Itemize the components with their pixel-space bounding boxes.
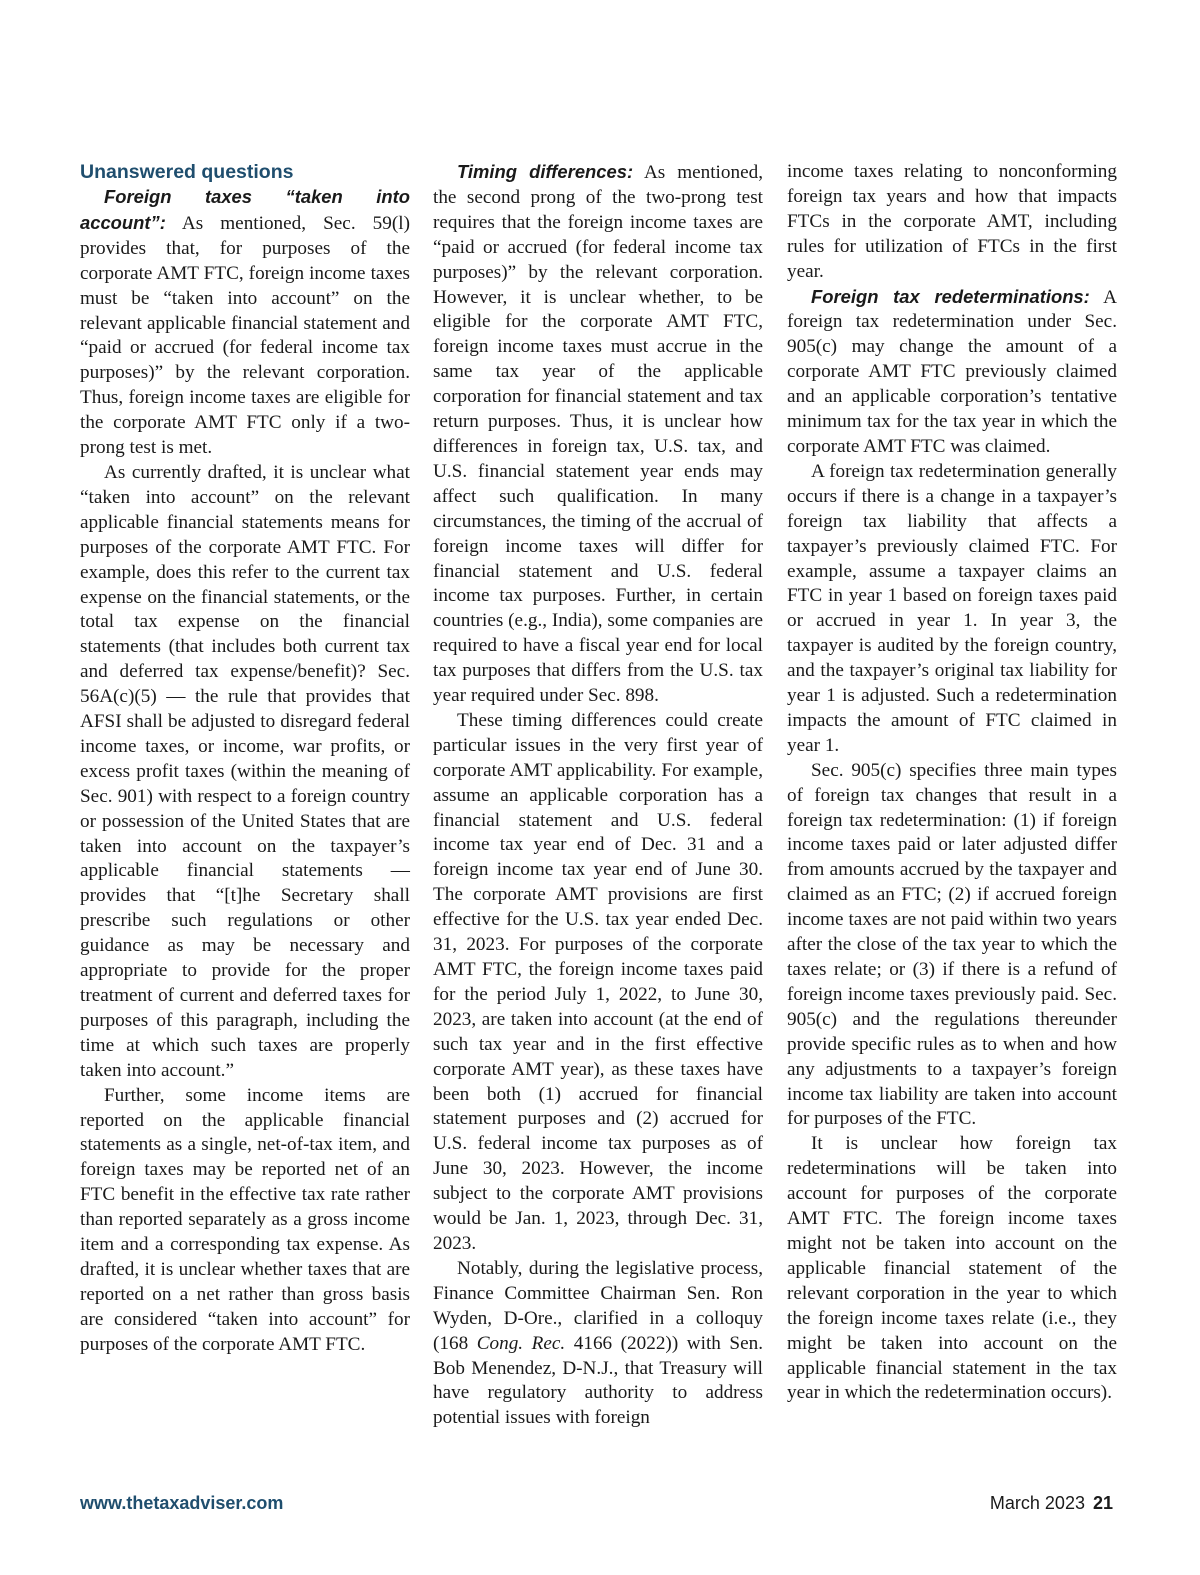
paragraph: [787, 285, 1117, 460]
section-heading: Unanswered questions: [80, 161, 294, 183]
paragraph: [433, 1257, 763, 1431]
paragraph: These timing differences could create particular issues in the very first year of corporate AMT applicability. For example, assume an applicable corporation has a financial statement and U.S. federal income tax year end of Dec. 31 and a foreign income tax year end of June 30. The corporate AMT provisions are first effective for the U.S. tax year ended Dec. 31, 2023. For purposes of the corporate AMT FTC, the foreign income taxes paid for the period July 1, 2022, to June 30, 2023, are taken into account (at the end of such tax year and in the first effective corporate AMT year), as these taxes have been both (1) accrued for financial statement purposes and (2) accrued for U.S. federal income tax purposes as of June 30, 2023. However, the income subject to the corporate AMT provisions would be Jan. 1, 2023, through Dec. 31, 2023.: [433, 709, 763, 1254]
paragraph-text: 4166 (2022)) with Sen. Bob Menendez, D-N.J., that Treasury will have regulatory authority to address potential issues with foreign: [433, 1332, 763, 1429]
paragraph: income taxes relating to nonconforming foreign tax years and how that impacts FTCs in the corporate AMT, including rules for utilization of FTCs in the first year.: [787, 161, 1117, 282]
run-in-heading: Foreign taxes “taken into account”:: [80, 186, 410, 233]
run-in-heading: Foreign tax redeterminations:: [811, 285, 1090, 307]
column-1: [80, 160, 410, 1358]
page-number: 21: [1092, 1493, 1113, 1513]
paragraph-text: As mentioned, Sec. 59(l) provides that, for purposes of the corporate AMT FTC, foreign income taxes must be “taken into account” on the relevant applicable financial statement and “paid or accrued (for federal income tax purposes)” by the relevant corporation. Thus, foreign income taxes are eligible for the corporate AMT FTC only if a two-prong test is met.: [80, 212, 410, 459]
footer-issue: [990, 1493, 1113, 1514]
paragraph: As currently drafted, it is unclear what “taken into account” on the relevant applicable financial statements means for purposes of the corporate AMT FTC. For example, does this refer to the current tax expense on the financial statements, or the total tax expense on the financial statements (that includes both current tax and deferred tax expense/benefit)? Sec. 56A(c)(5) — the rule that provides that AFSI shall be adjusted to disregard federal income taxes, or income, war profits, or excess profit taxes (within the meaning of Sec. 901) with respect to a foreign country or possession of the United States that are taken into account on the taxpayer’s applicable financial statements — provides that “[t]he Secretary shall prescribe such regulations or other guidance as may be necessary and appropriate to provide for the proper treatment of current and deferred taxes for purposes of this paragraph, including the time at which such taxes are properly taken into account.”: [80, 461, 410, 1081]
issue-date: March 2023: [989, 1493, 1085, 1513]
run-in-heading: Timing differences:: [457, 161, 634, 182]
column-2: [433, 160, 763, 1431]
paragraph-text: As mentioned, the second prong of the two-prong test requires that the foreign income taxes are “paid or accrued (for federal income tax purposes)” by the relevant corporation. However, it is unclear whether, to be eligible for the corporate AMT FTC, foreign income taxes must accrue in the same tax year of the applicable corporation for financial statement and tax return purposes. Thus, it is unclear how differences in foreign tax, U.S. tax, and U.S. financial statement year ends may affect such qualification. In many circumstances, the timing of the accrual of foreign income taxes will differ for financial statement and U.S. federal income tax purposes. Further, in certain countries (e.g., India), some companies are required to have a fiscal year end for local tax purposes that differs from the U.S. tax year required under Sec. 898.: [433, 162, 763, 707]
paragraph: [433, 160, 763, 709]
paragraph: [80, 185, 410, 461]
citation: Cong. Rec.: [476, 1332, 566, 1354]
paragraph-text: A foreign tax redetermination under Sec. 905(c) may change the amount of a corporate AMT FTC previously claimed and an applicable corporation’s tentative minimum tax for the tax year in which the corporate AMT FTC was claimed.: [787, 286, 1117, 457]
paragraph: It is unclear how foreign tax redeterminations will be taken into account for purposes of the corporate AMT FTC. The foreign income taxes might not be taken into account on the applicable financial statement of the relevant corporation in the year to which the foreign income taxes relate (i.e., they might be taken into account on the applicable financial statement in the tax year in which the redetermination occurs).: [787, 1133, 1117, 1404]
paragraph: Further, some income items are reported on the applicable financial statements as a single, net-of-tax item, and foreign taxes may be reported net of an FTC benefit in the effective tax rate rather than reported separately as a gross income item and a corresponding tax expense. As drafted, it is unclear whether taxes that are reported on a net rather than gross basis are considered “taken into account” for purposes of the corporate AMT FTC.: [80, 1084, 410, 1355]
footer-website-url: www.thetaxadviser.com: [80, 1493, 284, 1513]
paragraph: Sec. 905(c) specifies three main types of foreign tax changes that result in a foreign tax redetermination: (1) if foreign income taxes paid or later adjusted differ from amounts accrued by the taxpayer and claimed as an FTC; (2) if accrued foreign income taxes are not paid within two years after the close of the tax year to which the taxes relate; or (3) if there is a refund of foreign income taxes previously paid. Sec. 905(c) and the regulations thereunder provide specific rules as to when and how any adjustments to a taxpayer’s foreign income tax liability are taken into account for purposes of the FTC.: [787, 759, 1117, 1130]
paragraph: A foreign tax redetermination generally occurs if there is a change in a taxpayer’s foreign tax liability that affects a taxpayer’s previously claimed FTC. For example, assume a taxpayer claims an FTC in year 1 based on foreign taxes paid or accrued in year 1. In year 3, the taxpayer is audited by the foreign country, and the taxpayer’s original tax liability for year 1 is adjusted. Such a redetermination impacts the amount of FTC claimed in year 1.: [787, 460, 1117, 756]
paragraph-text: Notably, during the legislative process, Finance Committee Chairman Sen. Ron Wyden, D-Ore., clarified in a colloquy (168: [433, 1257, 763, 1354]
column-3: [787, 160, 1117, 1406]
